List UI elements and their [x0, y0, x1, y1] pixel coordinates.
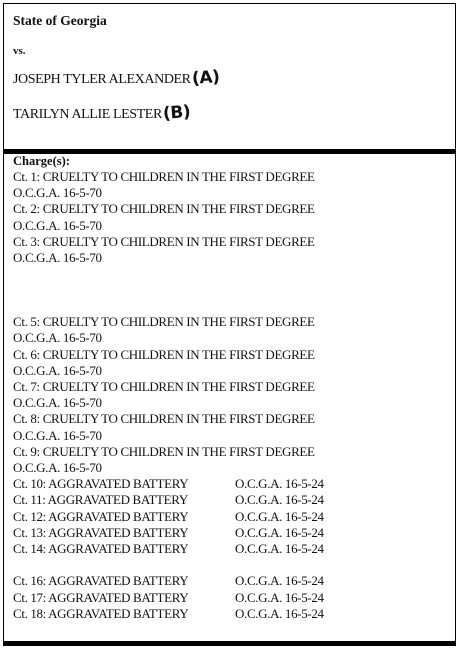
battery-row	[13, 476, 451, 492]
charge-count: Ct. 16: AGGRAVATED BATTERY	[13, 573, 189, 589]
charge-code: O.C.G.A. 16-5-24	[235, 524, 324, 540]
redacted-count-gap	[13, 557, 451, 573]
charge-count: Ct. 10: AGGRAVATED BATTERY	[13, 476, 189, 492]
defendant-b-name: TARILYN ALLIE LESTER	[13, 107, 162, 122]
charge-count: Ct. 8: CRUELTY TO CHILDREN IN THE FIRST DEGREE	[13, 411, 315, 427]
charge-count: Ct. 3: CRUELTY TO CHILDREN IN THE FIRST DEGREE	[13, 233, 315, 249]
charge-count: Ct. 9: CRUELTY TO CHILDREN IN THE FIRST DEGREE	[13, 443, 315, 459]
charges-list	[13, 154, 451, 622]
charge-code: O.C.G.A. 16-5-24	[235, 541, 324, 557]
defendant-a	[13, 68, 219, 88]
charge-count: Ct. 13: AGGRAVATED BATTERY	[13, 524, 189, 540]
charge-code: O.C.G.A. 16-5-24	[235, 492, 324, 508]
handwritten-mark-b: (B)	[162, 102, 191, 124]
charge-code: O.C.G.A. 16-5-24	[235, 589, 324, 605]
battery-row	[13, 492, 451, 508]
versus-label: vs.	[13, 45, 26, 57]
charge-count: Ct. 11: AGGRAVATED BATTERY	[13, 492, 188, 508]
charge-count: Ct. 2: CRUELTY TO CHILDREN IN THE FIRST DEGREE	[13, 201, 315, 217]
charge-code: O.C.G.A. 16-5-70	[13, 217, 102, 233]
case-header	[4, 4, 455, 149]
charge-code: O.C.G.A. 16-5-70	[13, 250, 102, 266]
battery-row	[13, 573, 451, 589]
defendant-b	[13, 103, 190, 123]
charge-code: O.C.G.A. 16-5-70	[13, 185, 102, 201]
battery-row	[13, 509, 451, 525]
charge-code: O.C.G.A. 16-5-70	[13, 362, 102, 378]
charge-code: O.C.G.A. 16-5-24	[235, 476, 324, 492]
charge-count: Ct. 7: CRUELTY TO CHILDREN IN THE FIRST DEGREE	[13, 379, 315, 395]
defendant-a-name: JOSEPH TYLER ALEXANDER	[13, 72, 191, 87]
charge-count: Ct. 12: AGGRAVATED BATTERY	[13, 508, 189, 524]
charge-code: O.C.G.A. 16-5-24	[235, 508, 324, 524]
footer-divider	[4, 641, 455, 645]
charge-count: Ct. 5: CRUELTY TO CHILDREN IN THE FIRST DEGREE	[13, 314, 315, 330]
case-caption-box	[3, 3, 456, 646]
charge-count: Ct. 17: AGGRAVATED BATTERY	[13, 589, 189, 605]
charge-code: O.C.G.A. 16-5-70	[13, 460, 102, 476]
charge-count: Ct. 6: CRUELTY TO CHILDREN IN THE FIRST DEGREE	[13, 346, 315, 362]
battery-row	[13, 606, 451, 622]
charge-code: O.C.G.A. 16-5-70	[13, 427, 102, 443]
charge-code: O.C.G.A. 16-5-70	[13, 330, 102, 346]
battery-row	[13, 541, 451, 557]
charge-count: Ct. 1: CRUELTY TO CHILDREN IN THE FIRST DEGREE	[13, 169, 315, 184]
charge-count: Ct. 18: AGGRAVATED BATTERY	[13, 605, 189, 621]
charge-code: O.C.G.A. 16-5-70	[13, 395, 102, 411]
charge-code: O.C.G.A. 16-5-24	[235, 573, 324, 589]
state-name: State of Georgia	[13, 13, 107, 28]
handwritten-mark-a: (A)	[190, 67, 220, 89]
charge-count: Ct. 14: AGGRAVATED BATTERY	[13, 541, 189, 557]
charges-title: Charge(s):	[13, 154, 70, 168]
charge-code: O.C.G.A. 16-5-24	[235, 605, 324, 621]
battery-row	[13, 525, 451, 541]
redacted-count-gap	[13, 266, 451, 314]
battery-row	[13, 590, 451, 606]
